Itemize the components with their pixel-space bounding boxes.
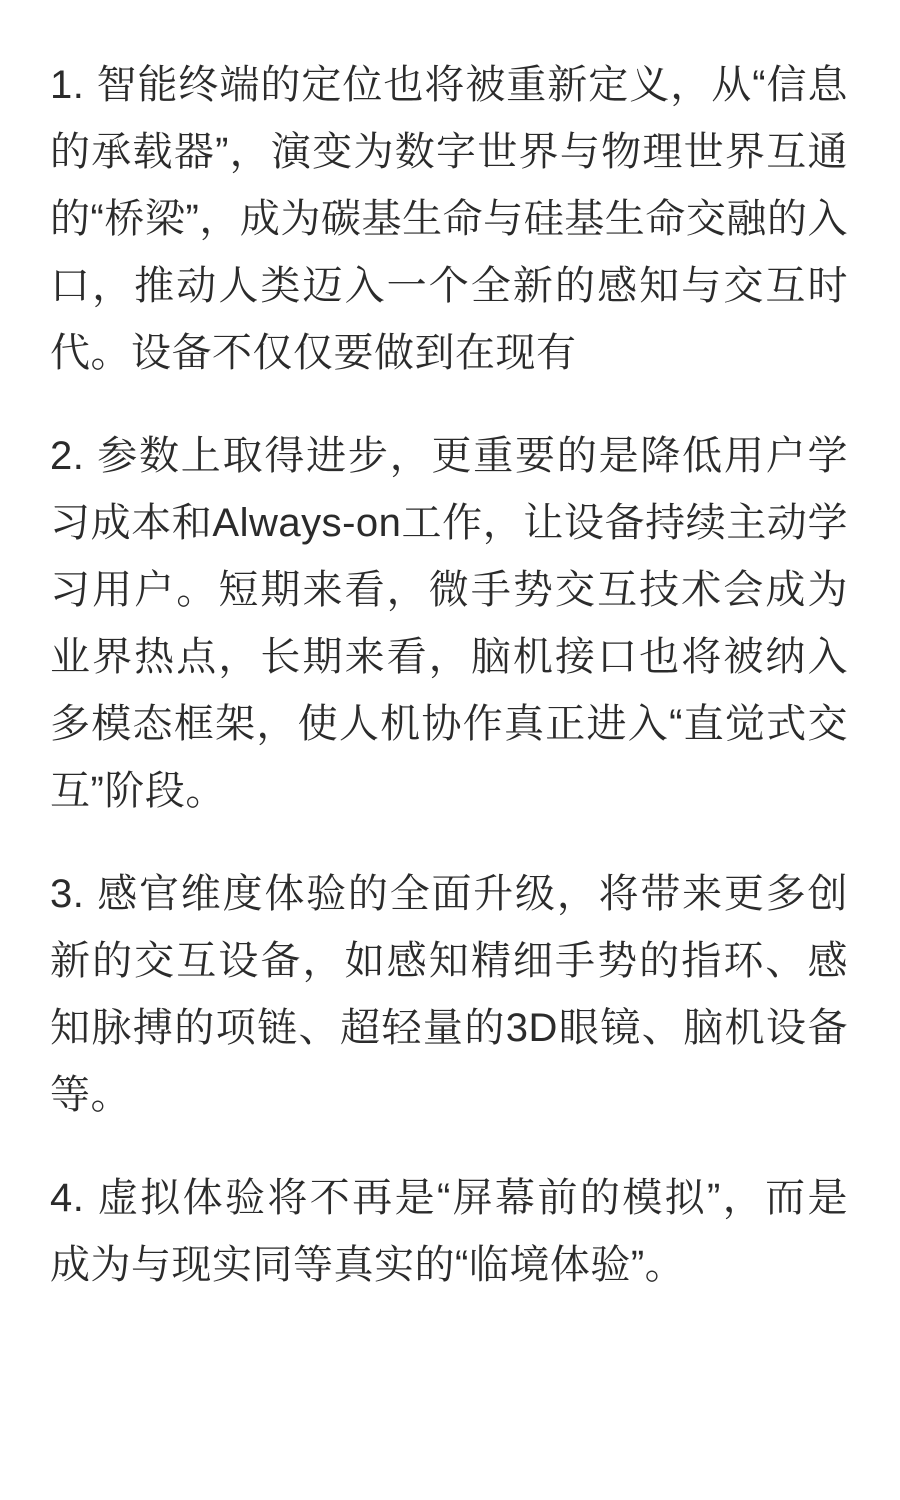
paragraph-4: 4. 虚拟体验将不再是“屏幕前的模拟”，而是成为与现实同等真实的“临境体验”。 [50,1176,848,1287]
paragraph-1: 1. 智能终端的定位也将被重新定义，从“信息的承载器”，演变为数字世界与物理世界互通的“桥梁”，成为碳基生命与硅基生命交融的入口，推动人类迈入一个全新的感知与交互时代。设备不仅仅要做到在现有 [50,63,848,375]
paragraph-2: 2. 参数上取得进步，更重要的是降低用户学习成本和Always-on工作，让设备持续主动学习用户。短期来看，微手势交互技术会成为业界热点，长期来看，脑机接口也将被纳入多模态框架，使人机协作真正进入“直觉式交互”阶段。 [50,434,848,813]
paragraph-3: 3. 感官维度体验的全面升级，将带来更多创新的交互设备，如感知精细手势的指环、感知脉搏的项链、超轻量的3D眼镜、脑机设备等。 [50,872,848,1117]
